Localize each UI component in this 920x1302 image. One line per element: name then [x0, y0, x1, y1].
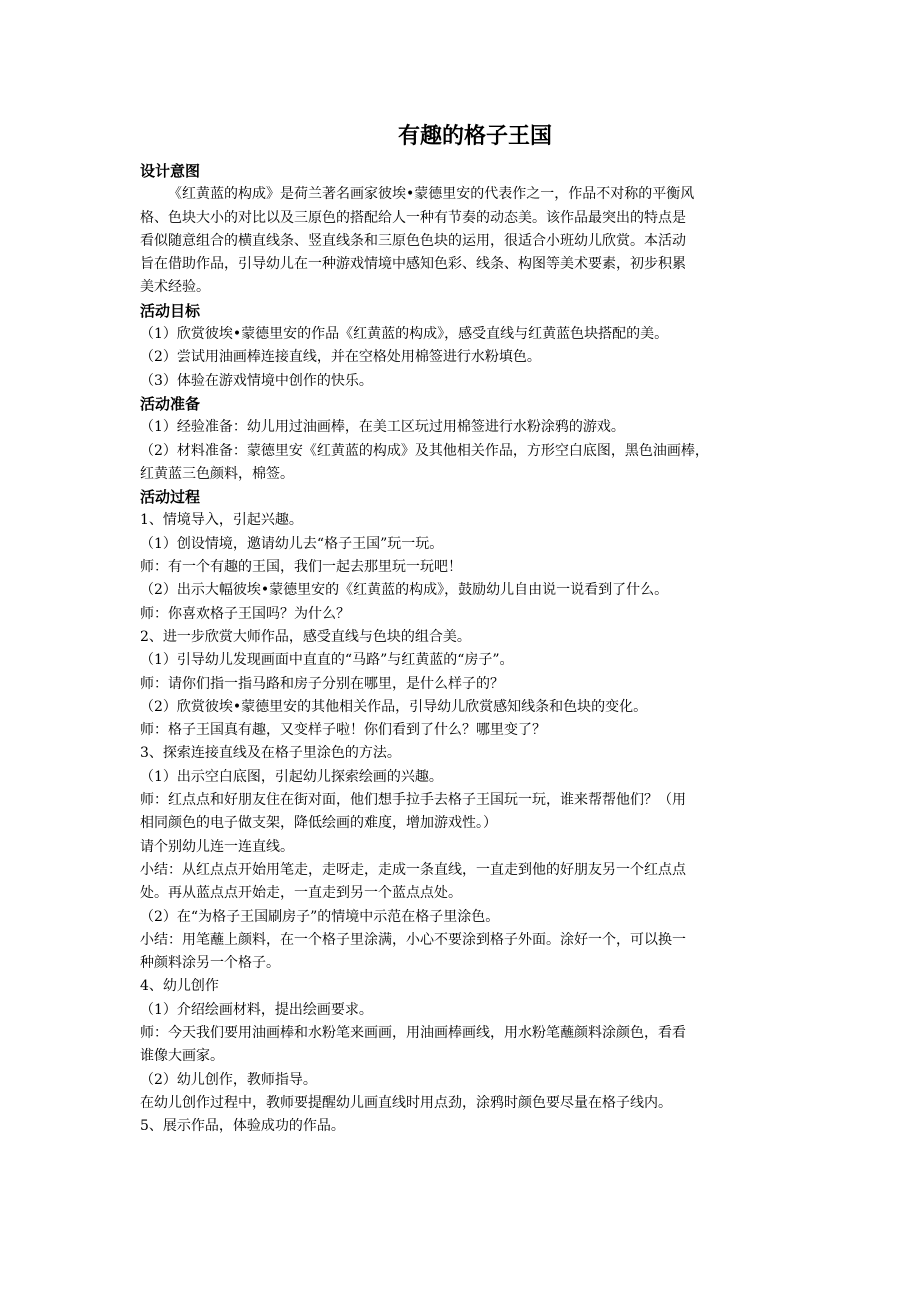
- paragraph-line: 请个别幼儿连一连直线。: [140, 838, 294, 855]
- paragraph-line: 师：有一个有趣的王国，我们一起去那里玩一玩吧！: [140, 559, 462, 576]
- paragraph-line: 谁像大画家。: [140, 1048, 224, 1065]
- paragraph-line: （2）欣赏彼埃•蒙德里安的其他相关作品，引导幼儿欣赏感知线条和色块的变化。: [140, 698, 648, 715]
- paragraph-line: 师：你喜欢格子王国吗？为什么？: [140, 605, 350, 622]
- document-page: [140, 120, 800, 1138]
- section-heading: 设计意图: [140, 162, 201, 180]
- paragraph-line: （2）在“为格子王国刷房子”的情境中示范在格子里涂色。: [140, 908, 500, 925]
- paragraph-line: 师：格子王国真有趣，又变样子啦！你们看到了什么？哪里变了？: [140, 722, 546, 739]
- paragraph-line: 在幼儿创作过程中，教师要提醒幼儿画直线时用点劲，涂鸦时颜色要尽量在格子线内。: [140, 1094, 672, 1111]
- section-heading: 活动过程: [140, 488, 201, 507]
- section-prep: [140, 393, 800, 486]
- paragraph-line: （2）出示大幅彼埃•蒙德里安的《红黄蓝的构成》，鼓励幼儿自由说一说看到了什么。: [140, 582, 669, 599]
- paragraph-line: 师：红点点和好朋友住在街对面，他们想手拉手去格子王国玩一玩，谁来帮帮他们？（用: [140, 792, 686, 809]
- paragraph-line: （2）材料准备：蒙德里安《红黄蓝的构成》及其他相关作品，方形空白底图，黑色油画棒，: [140, 442, 709, 459]
- paragraph-line: （1）经验准备：幼儿用过油画棒，在美工区玩过用棉签进行水粉涂鸦的游戏。: [140, 419, 625, 436]
- paragraph-line: （1）出示空白底图，引起幼儿探索绘画的兴趣。: [140, 768, 443, 785]
- section-heading: 活动准备: [140, 394, 201, 413]
- paragraph-line: （2）尝试用油画棒连接直线，并在空格处用棉签进行水粉填色。: [140, 349, 541, 366]
- paragraph-line: 红黄蓝三色颜料，棉签。: [140, 465, 294, 482]
- section-process: [140, 486, 800, 1138]
- paragraph-line: 相同颜色的电子做支架，降低绘画的难度，增加游戏性。）: [140, 815, 497, 832]
- document-title: 有趣的格子王国: [397, 124, 552, 149]
- paragraph-line: 3、探索连接直线及在格子里涂色的方法。: [140, 745, 401, 762]
- paragraph-line: 师：今天我们要用油画棒和水粉笔来画画，用油画棒画线，用水粉笔蘸颜料涂颜色，看看: [140, 1024, 686, 1041]
- section-design: [140, 160, 800, 300]
- paragraph-line: 美术经验。: [140, 279, 210, 296]
- paragraph-line: （3）体验在游戏情境中创作的快乐。: [140, 372, 373, 389]
- paragraph-line: 师：请你们指一指马路和房子分别在哪里，是什么样子的？: [140, 675, 504, 692]
- paragraph-line: （1）创设情境，邀请幼儿去“格子王国”玩一玩。: [140, 535, 444, 552]
- paragraph-line: 小结：从红点点开始用笔走，走呀走，走成一条直线，一直走到他的好朋友另一个红点点: [140, 861, 686, 878]
- paragraph-line: 小结：用笔蘸上颜料，在一个格子里涂满，小心不要涂到格子外面。涂好一个，可以换一: [140, 931, 686, 948]
- paragraph-line: 旨在借助作品，引导幼儿在一种游戏情境中感知色彩、线条、构图等美术要素，初步积累: [140, 256, 686, 273]
- paragraph-line: 格、色块大小的对比以及三原色的搭配给人一种有节奏的动态美。该作品最突出的特点是: [140, 209, 686, 226]
- paragraph-line: 2、进一步欣赏大师作品，感受直线与色块的组合美。: [140, 628, 471, 645]
- paragraph-line: 5、展示作品，体验成功的作品。: [140, 1118, 345, 1135]
- paragraph-line: 《红黄蓝的构成》是荷兰著名画家彼埃•蒙德里安的代表作之一，作品不对称的平衡风: [168, 186, 695, 203]
- paragraph-line: （1）欣赏彼埃•蒙德里安的作品《红黄蓝的构成》，感受直线与红黄蓝色块搭配的美。: [140, 326, 669, 343]
- paragraph-line: 处。再从蓝点点开始走，一直走到另一个蓝点点处。: [140, 885, 462, 902]
- paragraph-line: 4、幼儿创作: [140, 978, 219, 995]
- paragraph-line: 种颜料涂另一个格子。: [140, 955, 280, 972]
- paragraph-line: 1、情境导入，引起兴趣。: [140, 512, 303, 529]
- paragraph-line: 看似随意组合的横直线条、竖直线条和三原色色块的运用，很适合小班幼儿欣赏。本活动: [140, 232, 686, 249]
- paragraph-line: （1）引导幼儿发现画面中直直的“马路”与红黄蓝的“房子”。: [140, 652, 514, 669]
- section-heading: 活动目标: [140, 301, 201, 320]
- paragraph-line: （1）介绍绘画材料，提出绘画要求。: [140, 1001, 373, 1018]
- section-goals: [140, 300, 800, 393]
- paragraph-line: （2）幼儿创作，教师指导。: [140, 1071, 317, 1088]
